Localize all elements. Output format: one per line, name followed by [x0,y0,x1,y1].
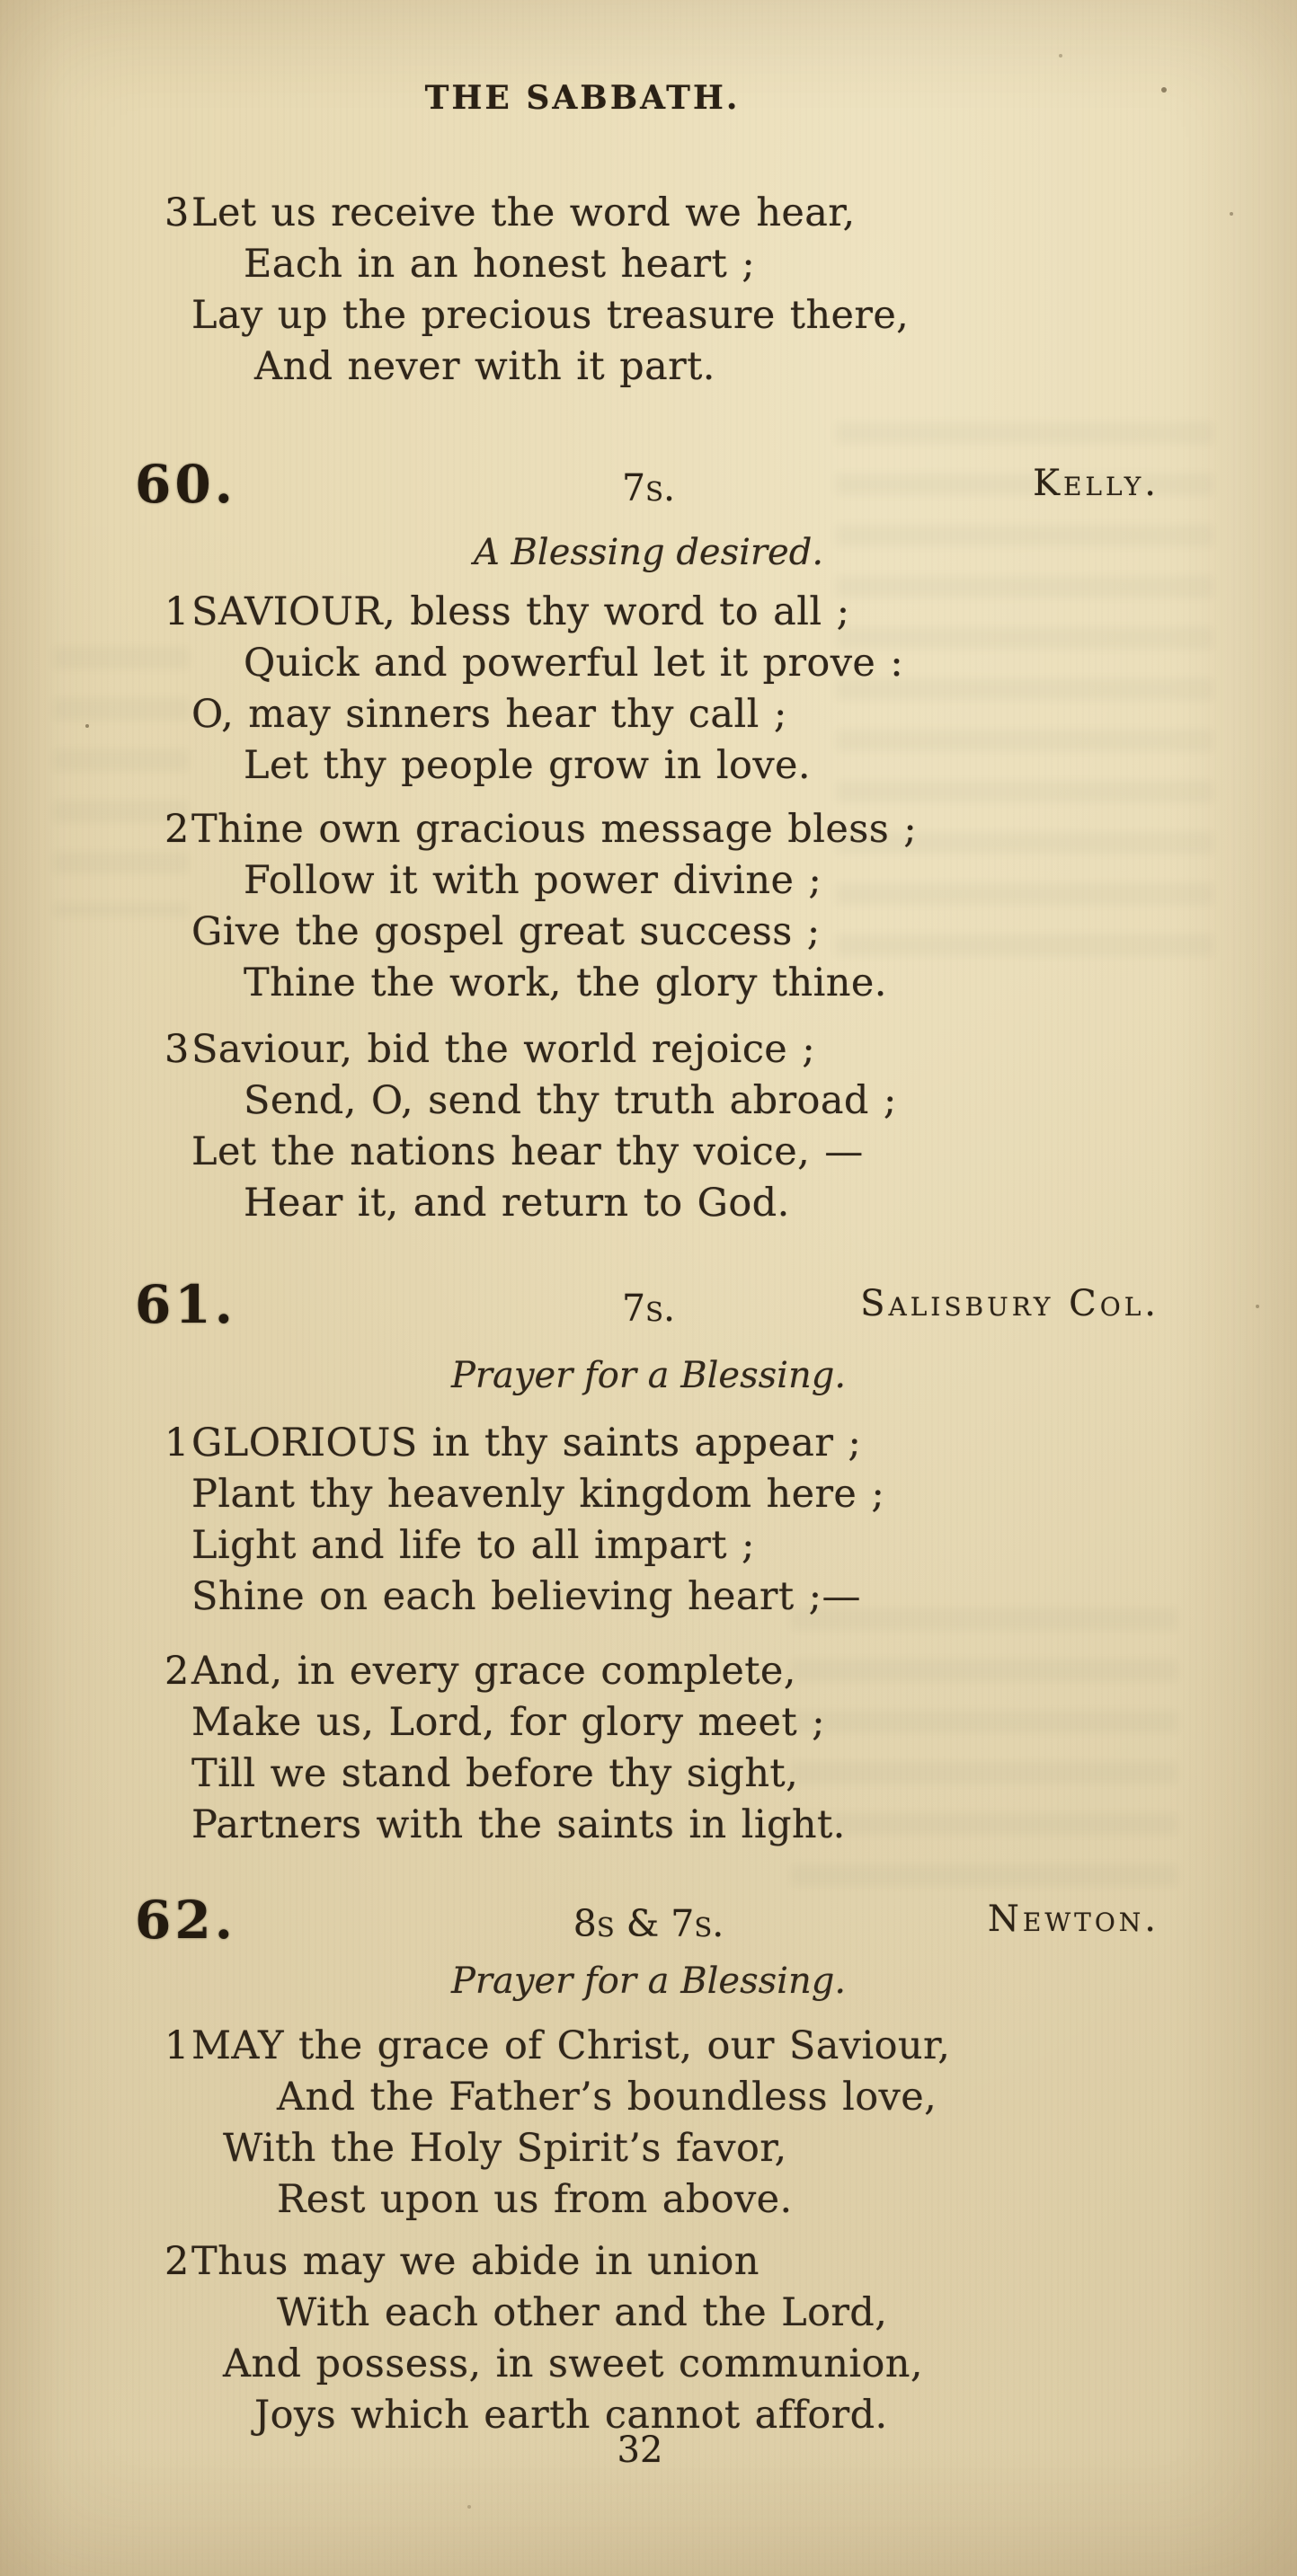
verse-line: With each other and the Lord, [277,2290,888,2335]
hymn-meter: 7s. [622,466,675,509]
verse-line: Each in an honest heart ; [244,242,756,287]
stanza [164,2021,1243,2226]
stanza [164,804,1243,1009]
verse-line: Make us, Lord, for glory meet ; [191,1700,826,1745]
verse-line: Partners with the saints in light. [191,1802,846,1847]
stanza-number: 2 [164,807,190,852]
stanza [164,1418,1243,1623]
verse-line: Saviour, bid the world rejoice ; [191,1027,816,1072]
verse-line: And the Father’s boundless love, [277,2075,937,2120]
running-header: THE SABBATH. [424,79,741,117]
stanza-number: 3 [164,190,190,235]
verse-line: Let thy people grow in love. [244,743,811,788]
verse-line: Send, O, send thy truth abroad ; [244,1078,897,1123]
stanza [164,1024,1243,1229]
hymn-meter: 8s & 7s. [573,1902,724,1945]
page-number: 32 [617,2430,663,2471]
verse-line: MAY the grace of Christ, our Saviour, [191,2023,951,2068]
verse-line: Till we stand before thy sight, [191,1751,799,1796]
hymn-author: Kelly. [1033,463,1159,504]
verse-line: Quick and powerful let it prove : [244,641,904,686]
verse-line: Give the gospel great success ; [191,909,821,954]
stanza-number: 1 [164,589,190,634]
stanza-number: 2 [164,2239,190,2284]
verse-line: Plant thy heavenly kingdom here ; [191,1472,885,1517]
verse-line: Let the nations hear thy voice, — [191,1129,864,1174]
hymn-author: Salisbury Col. [860,1283,1159,1324]
hymn-number: 61. [135,1274,236,1335]
verse-line: Thine the work, the glory thine. [244,960,887,1005]
hymn-62-heading [0,1890,1297,1952]
stanza-number: 3 [164,1027,190,1072]
verse-line: Hear it, and return to God. [244,1181,790,1226]
hymn-60-heading [0,454,1297,517]
hymn-subtitle: Prayer for a Blessing. [450,1961,847,2002]
verse-line: O, may sinners hear thy call ; [191,692,787,737]
verse-line: Thus may we abide in union [191,2239,760,2284]
verse-line: SAVIOUR, bless thy word to all ; [191,589,850,634]
continued-stanza [164,188,1243,393]
verse-line: Light and life to all impart ; [191,1523,755,1568]
hymn-61-heading [0,1274,1297,1337]
verse-line: With the Holy Spirit’s favor, [223,2126,787,2171]
stanza [164,1646,1243,1851]
verse-line: Lay up the precious treasure there, [191,293,910,338]
hymn-number: 62. [135,1890,236,1951]
hymn-meter: 7s. [622,1287,675,1330]
verse-line: And never with it part. [254,344,715,389]
hymn-number: 60. [135,454,236,515]
stanza-number: 2 [164,1649,190,1694]
foxing-specks [0,0,4,4]
verse-line: And possess, in sweet communion, [223,2341,923,2386]
hymn-author: Newton. [987,1899,1159,1940]
stanza-number: 1 [164,1421,190,1465]
verse-line: Thine own gracious message bless ; [191,807,918,852]
hymn-subtitle: A Blessing desired. [473,532,824,573]
verse-line: GLORIOUS in thy saints appear ; [191,1421,862,1465]
stanza [164,587,1243,792]
verse-line: Joys which earth cannot afford. [254,2393,888,2438]
verse-line: Follow it with power divine ; [244,858,822,903]
verse-line: And, in every grace complete, [191,1649,796,1694]
hymn-subtitle: Prayer for a Blessing. [450,1355,847,1396]
stanza-number: 1 [164,2023,190,2068]
verse-line: Rest upon us from above. [277,2177,793,2222]
stanza [164,2236,1243,2441]
verse-line: Let us receive the word we hear, [191,190,856,235]
verse-line: Shine on each believing heart ;— [191,1574,861,1619]
